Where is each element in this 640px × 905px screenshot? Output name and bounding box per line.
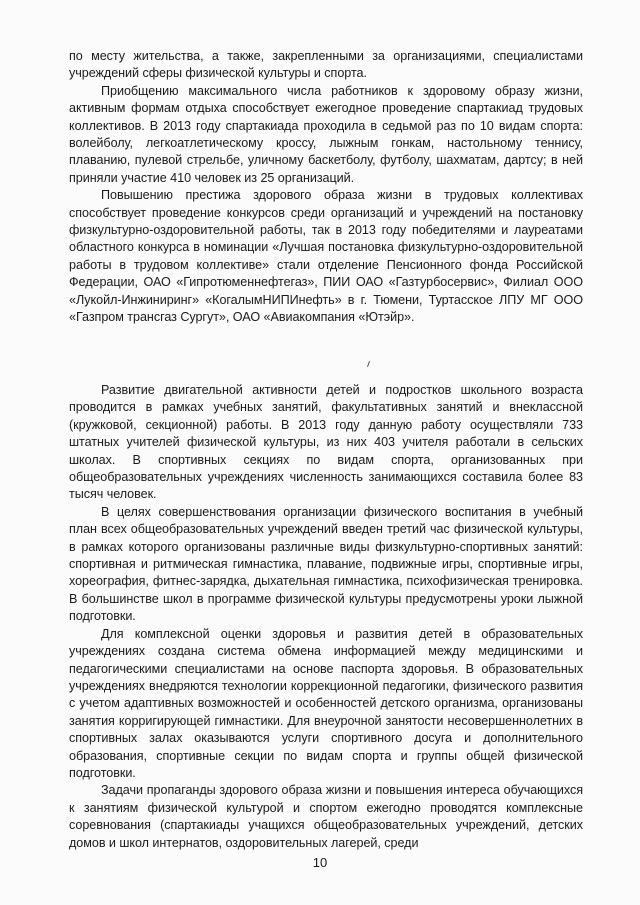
paragraph-continuation: по месту жительства, а также, закрепленными за организациями, специалистами учреждений сферы физической культуры и спорта. [69,49,583,81]
scan-artifact-mark [367,361,370,367]
paragraph-health-assessment: Для комплексной оценки здоровья и развития детей в образовательных учреждениях создана система обмена информацией между медицинскими и педагогическими специалистами на основе паспорта здоровья. В образовательных учреждениях внедряются технологии коррекционной педагогики, физического развития с учетом адаптивных возможностей и особенностей детского организма, организованы занятия корригирующей гимнастики. Для внеурочной занятости несовершеннолетних в спортивных залах оказываются услуги спортивного досуга и дополнительного образования, спортивные секции по видам спорта и группы общей физической подготовки. [69,626,583,780]
paragraph-spartakiad: Приобщению максимального числа работников к здоровому образу жизни, активным формам отдыха способствует ежегодное проведение спартакиад трудовых коллективов. В 2013 году спартакиада проходила в седьмой раз по 10 видам спорта: волейболу, легкоатлетическому кроссу, лыжным гонкам, настольному теннису, плаванию, пулевой стрельбе, уличному баскетболу, футболу, шахматам, дартсу; в ней приняли участие 410 человек из 25 организаций. [69,83,583,185]
paragraph-propaganda: Задачи пропаганды здорового образа жизни и повышения интереса обучающихся к занятиям физической культурой и спортом ежегодно проводятся комплексные соревнования (спартакиады учащихся общеобразовательных учреждений, детских домов и школ интернатов, оздоровительных лагерей, среди [69,783,583,850]
page-number: 10 [312,855,328,870]
text-section-bottom [69,382,583,852]
text-section-top [69,48,583,327]
paragraph-competition-winners: Повышению престижа здорового образа жизни в трудовых коллективах способствует проведение конкурсов среди организаций и учреждений на постановку физкультурно-оздоровительной работы, так в 2013 году победителями и лауреатами областного конкурса в номинации «Лучшая постановка физкультурно-оздоровительной работы в трудовом коллективе» стали отделение Пенсионного фонда Российской Федерации, ОАО «Гипротюменнефтегаз», ПИИ ОАО «Газтурбосервис», Филиал ООО «Лукойл-Инжиниринг» «КогалымНИПИнефть» в г. Тюмени, Туртасское ЛПУ МГ ООО «Газпром трансгаз Сургут», ОАО «Авиакомпания «Ютэйр». [69,188,583,325]
paragraph-motor-activity: Развитие двигательной активности детей и подростков школьного возраста проводится в рамках учебных занятий, факультативных занятий и внеклассной (кружковой, секционной) работы. В 2013 году данную работу осуществляли 733 штатных учителей физической культуры, из них 403 учителя работали в сельских школах. В спортивных секциях по видам спорта, организованных при общеобразовательных учреждениях численность занимающихся составила более 83 тысяч человек. [69,383,583,502]
paragraph-physical-education: В целях совершенствования организации физического воспитания в учебный план всех общеобразовательных учреждений введен третий час физической культуры, в рамках которого организованы различные виды физкультурно-спортивных занятий: спортивная и ритмическая гимнастика, плавание, подвижные игры, спортивные игры, хореография, фитнес-зарядка, дыхательная гимнастика, психофизическая тренировка. В большинстве школ в программе физической культуры предусмотрены уроки лыжной подготовки. [69,504,583,624]
